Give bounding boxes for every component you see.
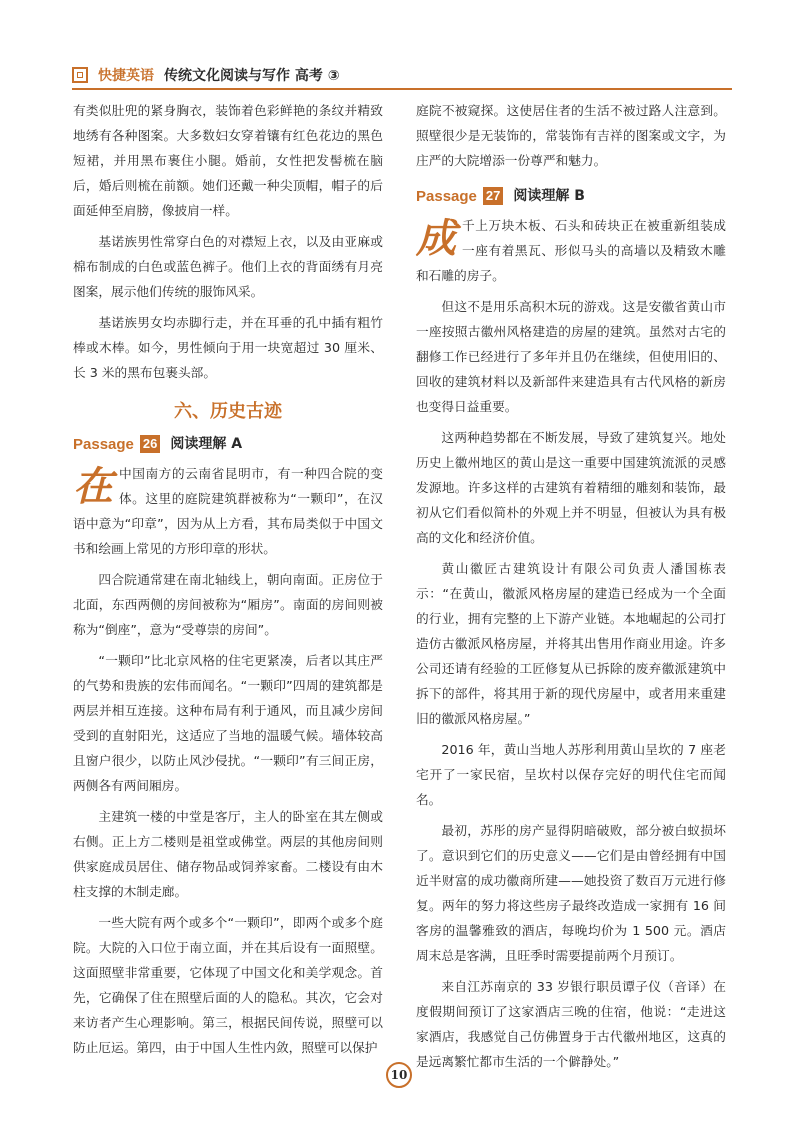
page-header	[72, 62, 732, 88]
drop-cap: 在	[73, 463, 113, 510]
passage-label: Passage	[416, 187, 477, 205]
left-column	[73, 98, 383, 1066]
paragraph-text: 千上万块木板、石头和砖块正在被重新组装成一座有着黑瓦、形似马头的高墙以及精致木雕和石雕的房子。	[416, 218, 726, 283]
paragraph: 黄山徽匠古建筑设计有限公司负责人潘国栋表示：“在黄山，徽派风格房屋的建造已经成为一个全面的行业，拥有完整的上下游产业链。本地崛起的公司打造仿古徽派风格房屋，并将其出售用作商业用途。许多公司还请有经验的工匠修复从已拆除的废弃徽派建筑中拆下的部件，将其用于新的现代房屋中，或者用来重建旧的徽派风格房屋。”	[416, 561, 726, 726]
passage-heading	[416, 183, 726, 209]
paragraph: 主建筑一楼的中堂是客厅，主人的卧室在其左侧或右侧。正上方二楼则是祖堂或佛堂。两层的其他房间则供家庭成员居住、储存物品或饲养家畜。二楼设有由木柱支撑的木制走廊。	[73, 809, 383, 899]
paragraph: 庭院不被窥探。这使居住者的生活不被过路人注意到。照壁很少是无装饰的，常装饰有吉祥的图案或文字，为庄严的大院增添一份尊严和魅力。	[416, 103, 726, 168]
paragraph	[73, 461, 383, 561]
drop-cap: 成	[416, 215, 456, 262]
paragraph: 四合院通常建在南北轴线上，朝向南面。正房位于北面，东西两侧的房间被称为“厢房”。南面的房间则被称为“倒座”，意为“受尊崇的房间”。	[73, 572, 383, 637]
paragraph: 有类似肚兜的紧身胸衣，装饰着色彩鲜艳的条纹并精致地绣有各种图案。大多数妇女穿着镶有红色花边的黑色短裙，并用黑布裹住小腿。婚前，女性把发髻梳在脑后，婚后则梳在前额。她们还戴一种尖顶帽，帽子的后面延伸至肩膀，像披肩一样。	[73, 103, 383, 218]
right-column	[416, 98, 726, 1080]
book-title: 传统文化阅读与写作 高考 ③	[164, 68, 340, 84]
passage-title: 阅读理解 B	[513, 187, 585, 204]
paragraph: 一些大院有两个或多个“一颗印”，即两个或多个庭院。大院的入口位于南立面，并在其后设有一面照壁。这面照壁非常重要，它体现了中国文化和美学观念。首先，它确保了住在照壁后面的人的隐私。其次，它会对来访者产生心理影响。第三，根据民间传说，照壁可以防止厄运。第四，由于中国人生性内敛，照壁可以保护	[73, 915, 383, 1055]
passage-title: 阅读理解 A	[170, 435, 243, 452]
header-divider	[72, 88, 732, 90]
paragraph: 来自江苏南京的 33 岁银行职员谭子仪（音译）在度假期间预订了这家酒店三晚的住宿，他说：“走进这家酒店，我感觉自己仿佛置身于古代徽州地区，这真的是远离繁忙都市生活的一个僻静处。”	[416, 979, 726, 1069]
passage-label: Passage	[73, 435, 134, 453]
passage-number: 26	[140, 435, 160, 453]
paragraph: 2016 年，黄山当地人苏彤利用黄山呈坎的 7 座老宅开了一家民宿，呈坎村以保存完好的明代住宅而闻名。	[416, 742, 726, 807]
paragraph: 基诺族男女均赤脚行走，并在耳垂的孔中插有粗竹棒或木棒。如今，男性倾向于用一块宽超过 30 厘米、长 3 米的黑布包裹头部。	[73, 315, 383, 380]
passage-heading	[73, 431, 383, 457]
passage-number: 27	[483, 187, 503, 205]
paragraph: “一颗印”比北京风格的住宅更紧凑，后者以其庄严的气势和贵族的宏伟而闻名。“一颗印”四周的建筑都是两层并相互连接。这种布局有利于通风，而且减少房间受到的直射阳光，这适应了当地的温暖气候。墙体较高且窗户很少，以防止风沙侵扰。“一颗印”有三间正房，两侧各有两间厢房。	[73, 653, 383, 793]
section-title: 六、历史古迹	[174, 401, 282, 422]
paragraph: 但这不是用乐高积木玩的游戏。这是安徽省黄山市一座按照古徽州风格建造的房屋的建筑。虽然对古宅的翻修工作已经进行了多年并且仍在继续，但使用旧的、回收的建筑材料以及新部件来建造具有古代风格的新房也变得日益重要。	[416, 299, 726, 414]
page-number: 10	[386, 1062, 412, 1088]
paragraph: 基诺族男性常穿白色的对襟短上衣，以及由亚麻或棉布制成的白色或蓝色裤子。他们上衣的背面绣有月亮图案，展示他们传统的服饰风采。	[73, 234, 383, 299]
paragraph	[416, 213, 726, 288]
paragraph: 这两种趋势都在不断发展，导致了建筑复兴。地处历史上徽州地区的黄山是这一重要中国建筑流派的灵感发源地。许多这样的古建筑有着精细的雕刻和装饰，最初从它们看似简朴的外观上并不明显，但被认为具有极高的文化和经济价值。	[416, 430, 726, 545]
book-logo-icon	[72, 67, 88, 83]
brand-name: 快捷英语	[98, 68, 154, 84]
paragraph-text: 中国南方的云南省昆明市，有一种四合院的变体。这里的庭院建筑群被称为“一颗印”，在汉语中意为“印章”，因为从上方看，其布局类似于中国文书和绘画上常见的方形印章的形状。	[73, 466, 383, 556]
paragraph: 最初，苏彤的房产显得阴暗破败，部分被白蚁损坏了。意识到它们的历史意义——它们是由曾经拥有中国近半财富的成功徽商所建——她投资了数百万元进行修复。两年的努力将这些房子最终改造成一家拥有 16 间客房的温馨雅致的酒店，每晚均价为 1 500 元。酒店周末总是客满，且旺季时需要提前两个月预订。	[416, 823, 726, 963]
